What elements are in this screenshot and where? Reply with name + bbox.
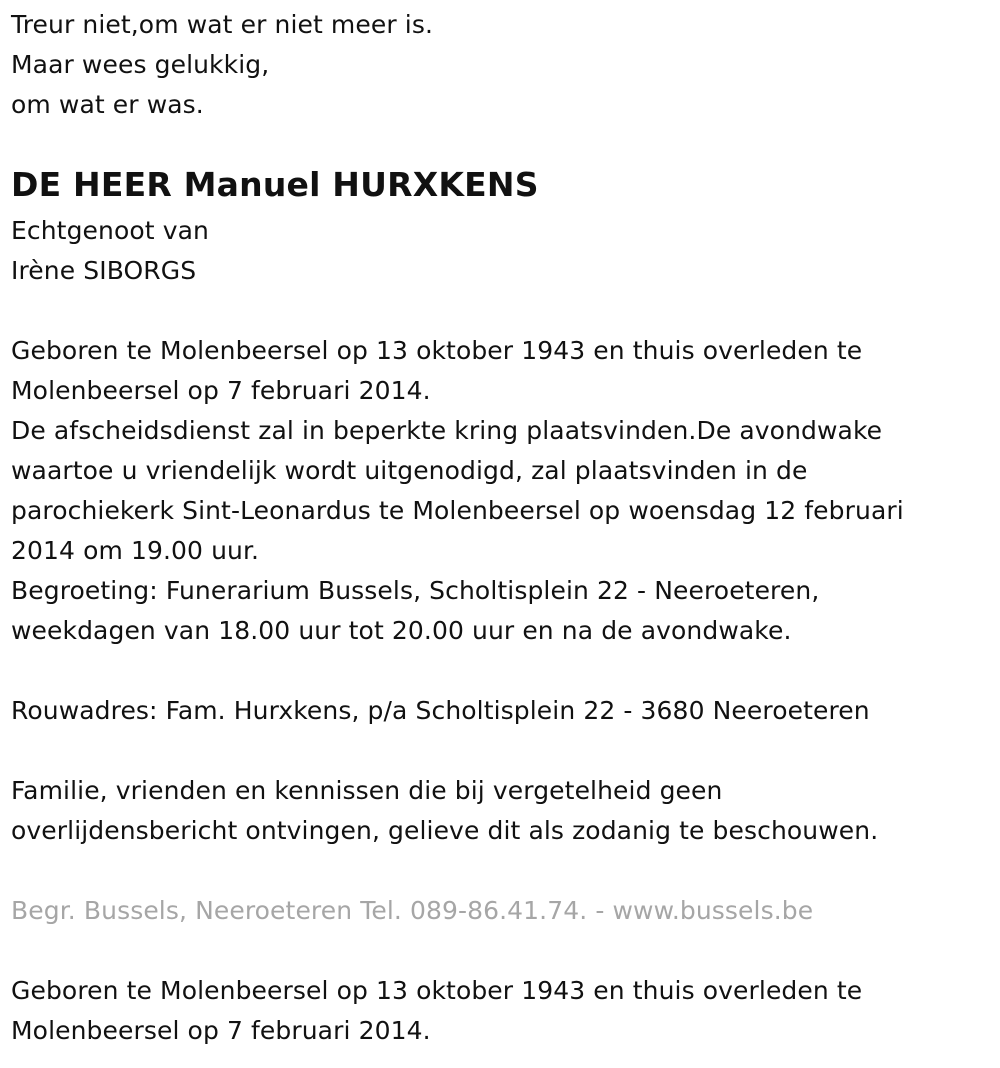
details-line: waartoe u vriendelijk wordt uitgenodigd, zal plaatsvinden in de (11, 456, 808, 485)
repeat-line: Geboren te Molenbeersel op 13 oktober 1943 en thuis overleden te (11, 976, 863, 1005)
details-line: Geboren te Molenbeersel op 13 oktober 1943 en thuis overleden te (11, 336, 863, 365)
repeat-line: Molenbeersel op 7 februari 2014. (11, 1016, 431, 1045)
details-line: De afscheidsdienst zal in beperkte kring plaatsvinden.De avondwake (11, 416, 883, 445)
funeral-home-footer: Begr. Bussels, Neeroeteren Tel. 089-86.41.74. - www.bussels.be (11, 896, 814, 925)
relation-label: Echtgenoot van (11, 216, 209, 245)
details-line: Molenbeersel op 7 februari 2014. (11, 376, 431, 405)
notice-line: overlijdensbericht ontvingen, gelieve dit als zodanig te beschouwen. (11, 816, 879, 845)
repeat-details (11, 971, 1000, 1051)
spouse-info (11, 211, 1000, 291)
spouse-name: Irène SIBORGS (11, 256, 197, 285)
poem-line: Maar wees gelukkig, (11, 50, 270, 79)
notice (11, 771, 1000, 851)
details-line: parochiekerk Sint-Leonardus te Molenbeersel op woensdag 12 februari (11, 496, 904, 525)
deceased-name: DE HEER Manuel HURXKENS (11, 165, 539, 204)
details-line: Begroeting: Funerarium Bussels, Scholtisplein 22 - Neeroeteren, (11, 576, 820, 605)
notice-line: Familie, vrienden en kennissen die bij vergetelheid geen (11, 776, 723, 805)
poem-line: Treur niet,om wat er niet meer is. (11, 10, 433, 39)
details-line: weekdagen van 18.00 uur tot 20.00 uur en na de avondwake. (11, 616, 792, 645)
mourning-address: Rouwadres: Fam. Hurxkens, p/a Scholtisplein 22 - 3680 Neeroeteren (11, 696, 870, 725)
details (11, 331, 1000, 651)
poem (11, 0, 1000, 125)
details-line: 2014 om 19.00 uur. (11, 536, 260, 565)
poem-line: om wat er was. (11, 90, 204, 119)
